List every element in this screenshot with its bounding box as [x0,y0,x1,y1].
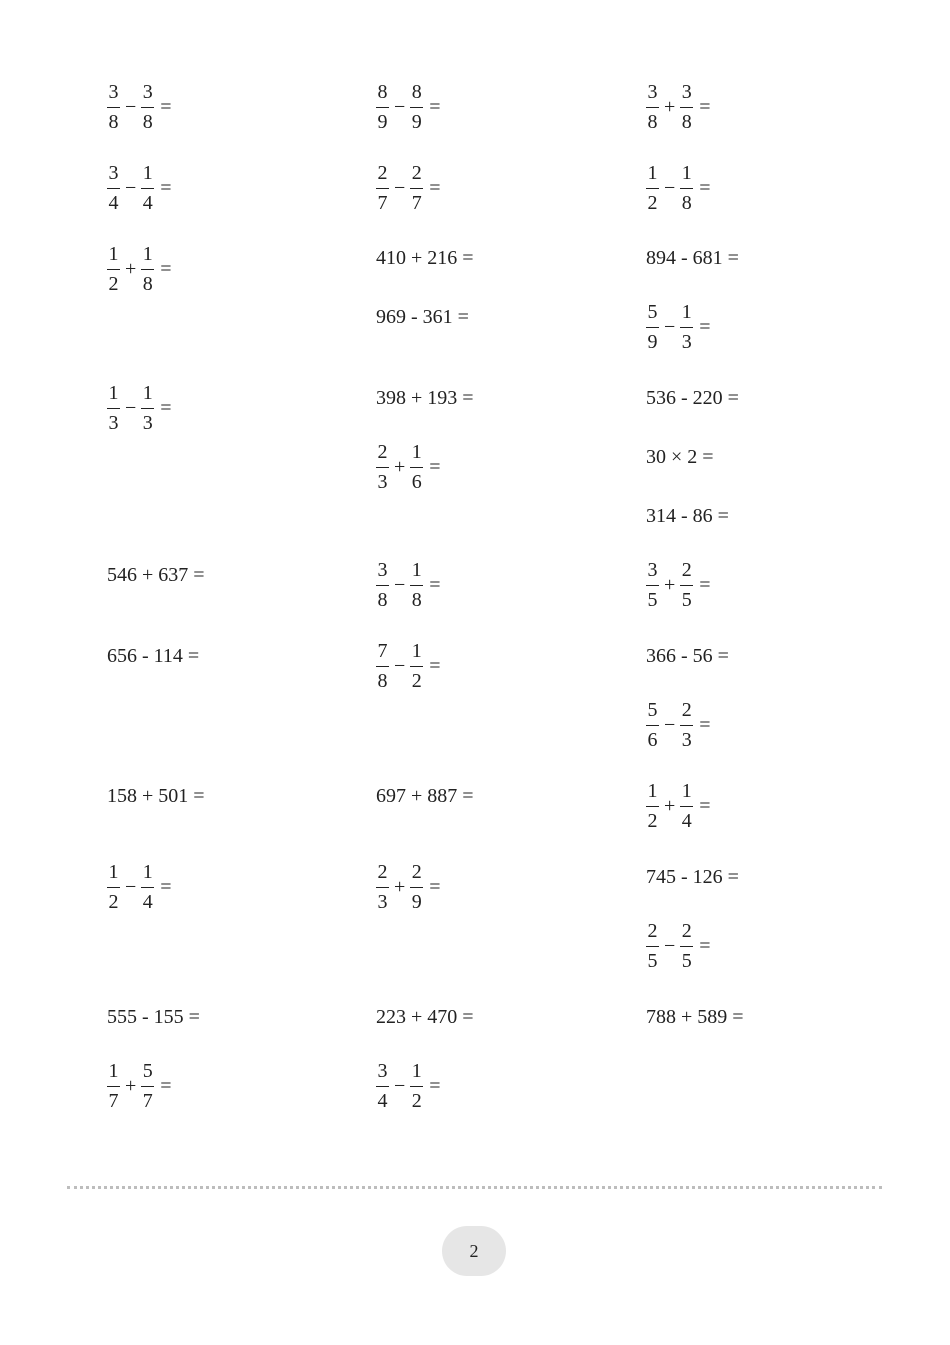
denominator: 3 [681,331,692,354]
numerator: 1 [647,162,658,184]
operator: − [394,654,406,677]
fraction-bar [376,1086,389,1087]
operator: − [664,713,676,736]
fraction-bar [141,1086,154,1087]
operator: + [664,794,676,817]
fraction-left [107,80,120,134]
fraction-left [376,440,389,494]
fraction-left [646,779,659,833]
numerator: 1 [411,1060,422,1082]
numerator: 1 [681,301,692,323]
denominator: 4 [681,810,692,833]
denominator: 8 [377,589,388,612]
fraction-right [141,80,154,134]
numerator: 3 [108,81,119,103]
numerator: 2 [377,441,388,463]
numerator: 1 [681,780,692,802]
fraction-right [141,1059,154,1113]
fraction-right [680,558,693,612]
denominator: 8 [647,111,658,134]
denominator: 8 [377,670,388,693]
equals-sign: = [429,875,441,898]
numerator: 8 [411,81,422,103]
denominator: 6 [411,471,422,494]
operator: + [394,875,406,898]
fraction-bar [376,887,389,888]
denominator: 4 [142,891,153,914]
equals-sign: = [429,176,441,199]
fraction-left [107,242,120,296]
arithmetic-problem: 314 - 86 = [646,505,729,527]
fraction-right [410,161,423,215]
denominator: 3 [142,412,153,435]
fraction-bar [376,188,389,189]
arithmetic-problem: 410 + 216 = [376,247,474,269]
fraction-problem [646,161,711,215]
fraction-left [646,558,659,612]
numerator: 1 [108,861,119,883]
operator: − [394,176,406,199]
fraction-bar [646,806,659,807]
denominator: 7 [108,1090,119,1113]
numerator: 2 [411,162,422,184]
fraction-bar [410,1086,423,1087]
fraction-left [376,161,389,215]
operator: − [394,573,406,596]
operator: + [125,1074,137,1097]
page-number: 2 [469,1240,479,1261]
numerator: 8 [377,81,388,103]
fraction-right [141,161,154,215]
numerator: 5 [647,301,658,323]
fraction-bar [107,408,120,409]
fraction-problem [376,639,441,693]
arithmetic-problem: 697 + 887 = [376,785,474,807]
denominator: 6 [647,729,658,752]
fraction-problem [646,698,711,752]
denominator: 8 [411,589,422,612]
fraction-bar [141,408,154,409]
operator: − [664,176,676,199]
numerator: 3 [681,81,692,103]
arithmetic-problem: 398 + 193 = [376,387,474,409]
numerator: 1 [142,382,153,404]
equals-sign: = [160,396,172,419]
numerator: 2 [411,861,422,883]
numerator: 1 [681,162,692,184]
fraction-right [680,161,693,215]
fraction-problem [107,381,172,435]
fraction-right [410,80,423,134]
arithmetic-problem: 223 + 470 = [376,1006,474,1028]
operator: − [394,1074,406,1097]
fraction-bar [410,107,423,108]
denominator: 2 [108,273,119,296]
equals-sign: = [699,315,711,338]
numerator: 1 [142,162,153,184]
operator: + [394,455,406,478]
numerator: 5 [142,1060,153,1082]
fraction-bar [680,725,693,726]
operator: − [664,934,676,957]
equals-sign: = [160,257,172,280]
fraction-problem [376,80,441,134]
fraction-right [680,80,693,134]
equals-sign: = [429,95,441,118]
numerator: 2 [377,162,388,184]
fraction-problem [107,1059,172,1113]
denominator: 2 [411,1090,422,1113]
fraction-left [376,639,389,693]
equals-sign: = [160,1074,172,1097]
fraction-left [107,860,120,914]
fraction-bar [680,327,693,328]
denominator: 3 [377,891,388,914]
numerator: 5 [647,699,658,721]
fraction-bar [107,107,120,108]
fraction-right [680,779,693,833]
fraction-bar [141,269,154,270]
fraction-bar [410,188,423,189]
denominator: 7 [377,192,388,215]
fraction-left [107,1059,120,1113]
fraction-bar [646,585,659,586]
denominator: 8 [108,111,119,134]
denominator: 9 [411,891,422,914]
numerator: 3 [108,162,119,184]
fraction-problem [376,558,441,612]
numerator: 1 [411,441,422,463]
fraction-problem [107,161,172,215]
numerator: 2 [377,861,388,883]
operator: − [664,315,676,338]
numerator: 3 [647,81,658,103]
fraction-bar [680,188,693,189]
arithmetic-problem: 30 × 2 = [646,446,714,468]
fraction-bar [646,327,659,328]
fraction-right [410,860,423,914]
fraction-bar [646,107,659,108]
arithmetic-problem: 788 + 589 = [646,1006,744,1028]
denominator: 5 [647,950,658,973]
fraction-right [680,300,693,354]
fraction-right [680,698,693,752]
arithmetic-problem: 366 - 56 = [646,645,729,667]
operator: − [125,396,137,419]
denominator: 9 [377,111,388,134]
denominator: 8 [142,273,153,296]
numerator: 1 [108,382,119,404]
fraction-problem [646,919,711,973]
fraction-left [646,300,659,354]
arithmetic-problem: 656 - 114 = [107,645,200,667]
fraction-right [141,381,154,435]
dotted-divider [67,1186,882,1189]
denominator: 7 [411,192,422,215]
operator: − [125,875,137,898]
equals-sign: = [160,875,172,898]
fraction-left [107,381,120,435]
denominator: 3 [681,729,692,752]
fraction-right [680,919,693,973]
fraction-bar [410,666,423,667]
numerator: 1 [142,861,153,883]
fraction-left [376,558,389,612]
denominator: 4 [377,1090,388,1113]
denominator: 4 [142,192,153,215]
fraction-bar [107,1086,120,1087]
denominator: 2 [108,891,119,914]
fraction-bar [376,107,389,108]
fraction-problem [646,779,711,833]
equals-sign: = [699,176,711,199]
page-number-badge [442,1226,506,1276]
fraction-right [141,242,154,296]
fraction-bar [646,188,659,189]
equals-sign: = [429,455,441,478]
numerator: 3 [377,1060,388,1082]
denominator: 5 [681,589,692,612]
fraction-bar [376,467,389,468]
equals-sign: = [699,794,711,817]
fraction-problem [376,161,441,215]
equals-sign: = [429,1074,441,1097]
denominator: 2 [647,192,658,215]
fraction-bar [141,887,154,888]
arithmetic-problem: 745 - 126 = [646,866,739,888]
denominator: 8 [681,111,692,134]
numerator: 3 [647,559,658,581]
operator: + [664,573,676,596]
arithmetic-problem: 969 - 361 = [376,306,469,328]
fraction-bar [410,585,423,586]
fraction-bar [680,585,693,586]
equals-sign: = [699,573,711,596]
numerator: 1 [108,243,119,265]
fraction-bar [107,188,120,189]
fraction-bar [107,269,120,270]
equals-sign: = [160,176,172,199]
fraction-left [646,161,659,215]
numerator: 3 [377,559,388,581]
denominator: 3 [377,471,388,494]
arithmetic-problem: 536 - 220 = [646,387,739,409]
denominator: 4 [108,192,119,215]
arithmetic-problem: 555 - 155 = [107,1006,200,1028]
fraction-problem [107,860,172,914]
denominator: 8 [142,111,153,134]
equals-sign: = [429,573,441,596]
equals-sign: = [699,713,711,736]
numerator: 3 [142,81,153,103]
numerator: 7 [377,640,388,662]
fraction-right [410,558,423,612]
arithmetic-problem: 894 - 681 = [646,247,739,269]
fraction-right [141,860,154,914]
numerator: 1 [411,640,422,662]
fraction-right [410,639,423,693]
operator: − [125,176,137,199]
numerator: 1 [108,1060,119,1082]
fraction-problem [646,300,711,354]
denominator: 7 [142,1090,153,1113]
fraction-problem [107,242,172,296]
fraction-problem [646,80,711,134]
equals-sign: = [699,934,711,957]
denominator: 9 [647,331,658,354]
fraction-left [646,80,659,134]
fraction-bar [141,188,154,189]
fraction-left [376,860,389,914]
fraction-left [646,698,659,752]
numerator: 2 [681,920,692,942]
fraction-bar [376,666,389,667]
fraction-problem [376,860,441,914]
fraction-right [410,440,423,494]
fraction-bar [646,946,659,947]
numerator: 1 [647,780,658,802]
fraction-problem [107,80,172,134]
operator: + [125,257,137,280]
fraction-bar [680,806,693,807]
denominator: 2 [647,810,658,833]
fraction-bar [680,107,693,108]
fraction-problem [646,558,711,612]
fraction-left [107,161,120,215]
numerator: 2 [647,920,658,942]
arithmetic-problem: 546 + 637 = [107,564,205,586]
numerator: 1 [142,243,153,265]
fraction-left [646,919,659,973]
fraction-problem [376,1059,441,1113]
operator: − [394,95,406,118]
equals-sign: = [699,95,711,118]
denominator: 3 [108,412,119,435]
denominator: 8 [681,192,692,215]
fraction-bar [410,887,423,888]
denominator: 5 [647,589,658,612]
numerator: 1 [411,559,422,581]
denominator: 9 [411,111,422,134]
denominator: 5 [681,950,692,973]
fraction-bar [680,946,693,947]
fraction-bar [107,887,120,888]
denominator: 2 [411,670,422,693]
fraction-left [376,80,389,134]
fraction-problem [376,440,441,494]
equals-sign: = [429,654,441,677]
fraction-right [410,1059,423,1113]
fraction-bar [646,725,659,726]
equals-sign: = [160,95,172,118]
fraction-left [376,1059,389,1113]
operator: − [125,95,137,118]
numerator: 2 [681,699,692,721]
operator: + [664,95,676,118]
fraction-bar [141,107,154,108]
arithmetic-problem: 158 + 501 = [107,785,205,807]
fraction-bar [376,585,389,586]
fraction-bar [410,467,423,468]
numerator: 2 [681,559,692,581]
